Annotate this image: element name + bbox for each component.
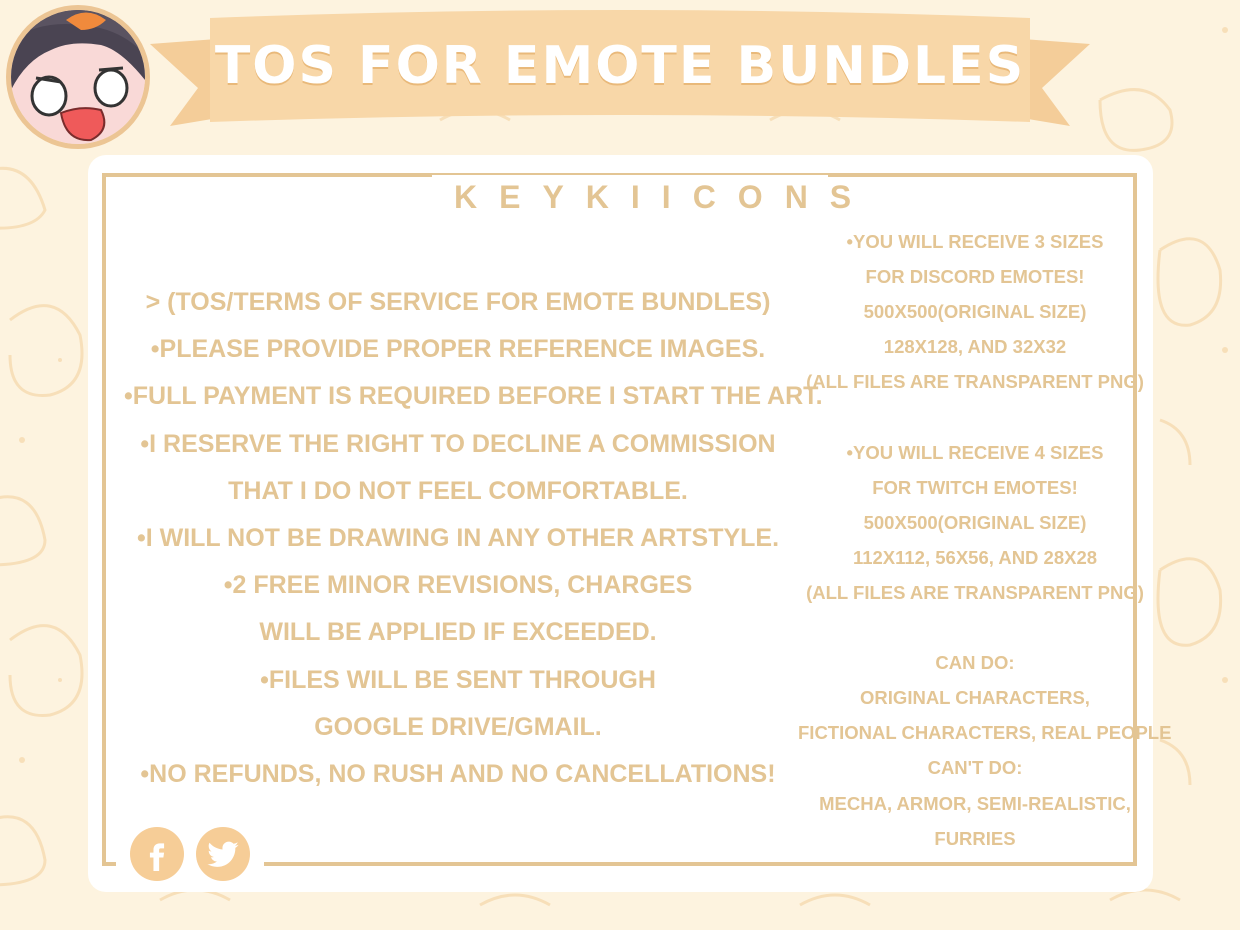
terms-line: •I RESERVE THE RIGHT TO DECLINE A COMMISSION — [140, 429, 776, 458]
terms-line: •PLEASE PROVIDE PROPER REFERENCE IMAGES. — [150, 335, 766, 364]
details-column — [798, 224, 1172, 856]
scope-line: MECHA, ARMOR, SEMI-REALISTIC, — [819, 792, 1131, 814]
twitter-link[interactable] — [196, 827, 250, 881]
brand-name: KEYKIICONS — [432, 175, 828, 219]
terms-list — [124, 279, 823, 798]
tos-card — [88, 155, 1172, 892]
twitter-icon — [206, 837, 240, 871]
discord-line: •YOU WILL RECEIVE 3 SIZES — [846, 231, 1104, 252]
twitch-line: 500X500(ORIGINAL SIZE) — [863, 511, 1087, 533]
twitch-line: FOR TWITCH EMOTES! — [872, 476, 1078, 498]
scope-line: CAN'T DO: — [927, 757, 1023, 779]
scope-line: ORIGINAL CHARACTERS, — [860, 687, 1090, 709]
twitch-line: •YOU WILL RECEIVE 4 SIZES — [846, 441, 1104, 463]
page-title: TOS FOR EMOTE BUNDLES — [214, 36, 1026, 96]
terms-line: WILL BE APPLIED IF EXCEEDED. — [259, 618, 657, 647]
avatar — [6, 5, 150, 149]
scope-line: FURRIES — [934, 827, 1016, 849]
discord-line: FOR DISCORD EMOTES! — [865, 266, 1085, 288]
terms-line: > (TOS/TERMS OF SERVICE FOR EMOTE BUNDLES) — [145, 288, 771, 316]
terms-line: •FULL PAYMENT IS REQUIRED BEFORE I START THE ART. — [124, 382, 823, 411]
terms-line: •2 FREE MINOR REVISIONS, CHARGES — [223, 571, 693, 600]
twitch-line: (ALL FILES ARE TRANSPARENT PNG) — [806, 581, 1144, 603]
facebook-link[interactable] — [130, 827, 184, 881]
terms-line: THAT I DO NOT FEEL COMFORTABLE. — [228, 476, 688, 505]
terms-line: GOOGLE DRIVE/GMAIL. — [314, 712, 602, 741]
title-banner — [150, 8, 1090, 136]
social-links — [116, 822, 264, 886]
terms-line: •FILES WILL BE SENT THROUGH — [260, 665, 656, 694]
discord-line: 500X500(ORIGINAL SIZE) — [863, 301, 1087, 323]
card-frame — [102, 173, 1172, 866]
discord-line: 128X128, AND 32X32 — [883, 336, 1067, 358]
terms-line: •NO REFUNDS, NO RUSH AND NO CANCELLATIONS! — [140, 760, 776, 789]
scope-line: CAN DO: — [935, 652, 1015, 674]
terms-line: •I WILL NOT BE DRAWING IN ANY OTHER ARTSTYLE. — [136, 524, 780, 553]
scope-line: FICTIONAL CHARACTERS, REAL PEOPLE — [798, 722, 1172, 744]
discord-line: (ALL FILES ARE TRANSPARENT PNG) — [806, 371, 1144, 393]
facebook-icon — [140, 837, 174, 871]
twitch-line: 112X112, 56X56, AND 28X28 — [852, 546, 1098, 568]
